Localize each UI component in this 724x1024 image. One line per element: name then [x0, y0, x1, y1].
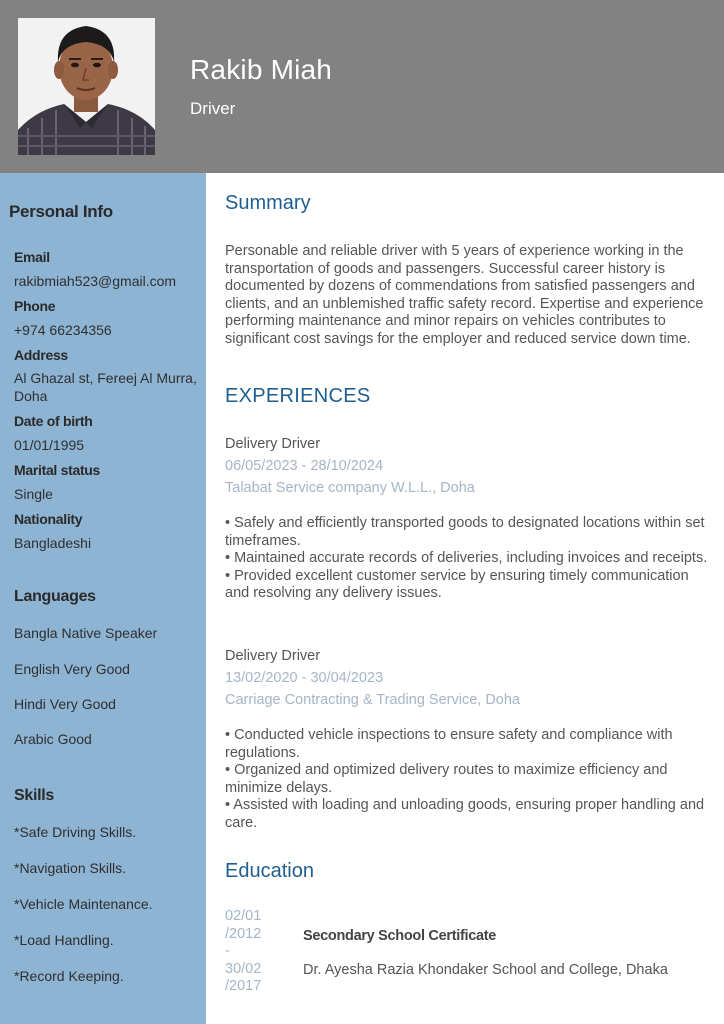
job-company: Carriage Contracting & Trading Service, Doha — [225, 692, 520, 708]
profile-photo — [18, 18, 155, 155]
job-title: Delivery Driver — [225, 648, 321, 664]
marital-status-value: Single — [14, 486, 53, 502]
nationality-label: Nationality — [14, 511, 83, 527]
languages-heading: Languages — [14, 588, 96, 605]
education-date-line: 02/01 — [225, 908, 262, 924]
nationality-value: Bangladeshi — [14, 535, 92, 551]
education-date-line: /2017 — [225, 978, 262, 995]
skill-item: *Safe Driving Skills. — [14, 824, 137, 840]
sidebar — [0, 173, 206, 1024]
skill-item: *Record Keeping. — [14, 968, 124, 984]
experiences-heading: EXPERIENCES — [225, 385, 371, 407]
language-item: English Very Good — [14, 661, 130, 677]
candidate-role: Driver — [190, 99, 236, 118]
education-date-line: - — [225, 943, 230, 960]
education-heading: Education — [225, 860, 314, 882]
skill-item: *Load Handling. — [14, 932, 114, 948]
job-bullet: • Safely and efficiently transported goods to designated locations within set timeframes. — [225, 515, 705, 549]
email-label: Email — [14, 249, 50, 265]
job-bullet: • Conducted vehicle inspections to ensure safety and compliance with regulations. — [225, 727, 673, 761]
candidate-name: Rakib Miah — [190, 54, 333, 85]
language-item: Arabic Good — [14, 731, 92, 747]
job-company: Talabat Service company W.L.L., Doha — [225, 480, 475, 496]
job-bullet: • Organized and optimized delivery routes to maximize efficiency and minimize delays. — [225, 762, 668, 796]
summary-text: Personable and reliable driver with 5 years of experience working in the transportation of goods and passengers. Successful career history is documented by dozens of commendations from satisfied passengers and clients, and an unblemished traffic safety record. Expertise and experience performing maintenance and minor repairs on vehicles contributes to significant cost savings for the employer and reduced service down time. — [225, 243, 704, 347]
language-item: Hindi Very Good — [14, 696, 116, 712]
personal-info-heading: Personal Info — [9, 202, 113, 221]
dob-label: Date of birth — [14, 413, 93, 429]
phone-value: +974 66234356 — [14, 322, 112, 338]
skills-heading: Skills — [14, 787, 55, 804]
job-bullets — [225, 515, 711, 603]
main-content — [206, 173, 724, 1024]
education-school: Dr. Ayesha Razia Khondaker School and College, Dhaka — [303, 962, 668, 978]
job-bullet: • Maintained accurate records of deliveries, including invoices and receipts. — [225, 550, 708, 567]
education-degree: Secondary School Certificate — [303, 928, 497, 944]
summary-heading: Summary — [225, 192, 311, 214]
skill-item: *Navigation Skills. — [14, 860, 127, 876]
job-dates: 13/02/2020 - 30/04/2023 — [225, 670, 384, 686]
marital-status-label: Marital status — [14, 462, 101, 478]
phone-label: Phone — [14, 298, 56, 314]
job-dates: 06/05/2023 - 28/10/2024 — [225, 458, 384, 474]
job-bullet: • Provided excellent customer service by ensuring timely communication and resolving any delivery issues. — [225, 567, 689, 602]
job-title: Delivery Driver — [225, 436, 321, 452]
skill-item: *Vehicle Maintenance. — [14, 896, 153, 912]
education-date-line: 30/02 — [225, 960, 262, 977]
dob-value: 01/01/1995 — [14, 437, 85, 453]
education-date-line: /2012 — [225, 925, 262, 942]
job-bullets — [225, 727, 711, 833]
person-photo-icon — [18, 18, 155, 155]
address-value: Al Ghazal st, Fereej Al Murra, Doha — [14, 370, 197, 404]
resume-header — [0, 0, 724, 173]
education-dates — [225, 908, 275, 996]
address-label: Address — [14, 347, 68, 363]
job-bullet: • Assisted with loading and unloading goods, ensuring proper handling and care. — [225, 797, 705, 831]
email-value: rakibmiah523@gmail.com — [14, 273, 177, 289]
language-item: Bangla Native Speaker — [14, 625, 158, 641]
